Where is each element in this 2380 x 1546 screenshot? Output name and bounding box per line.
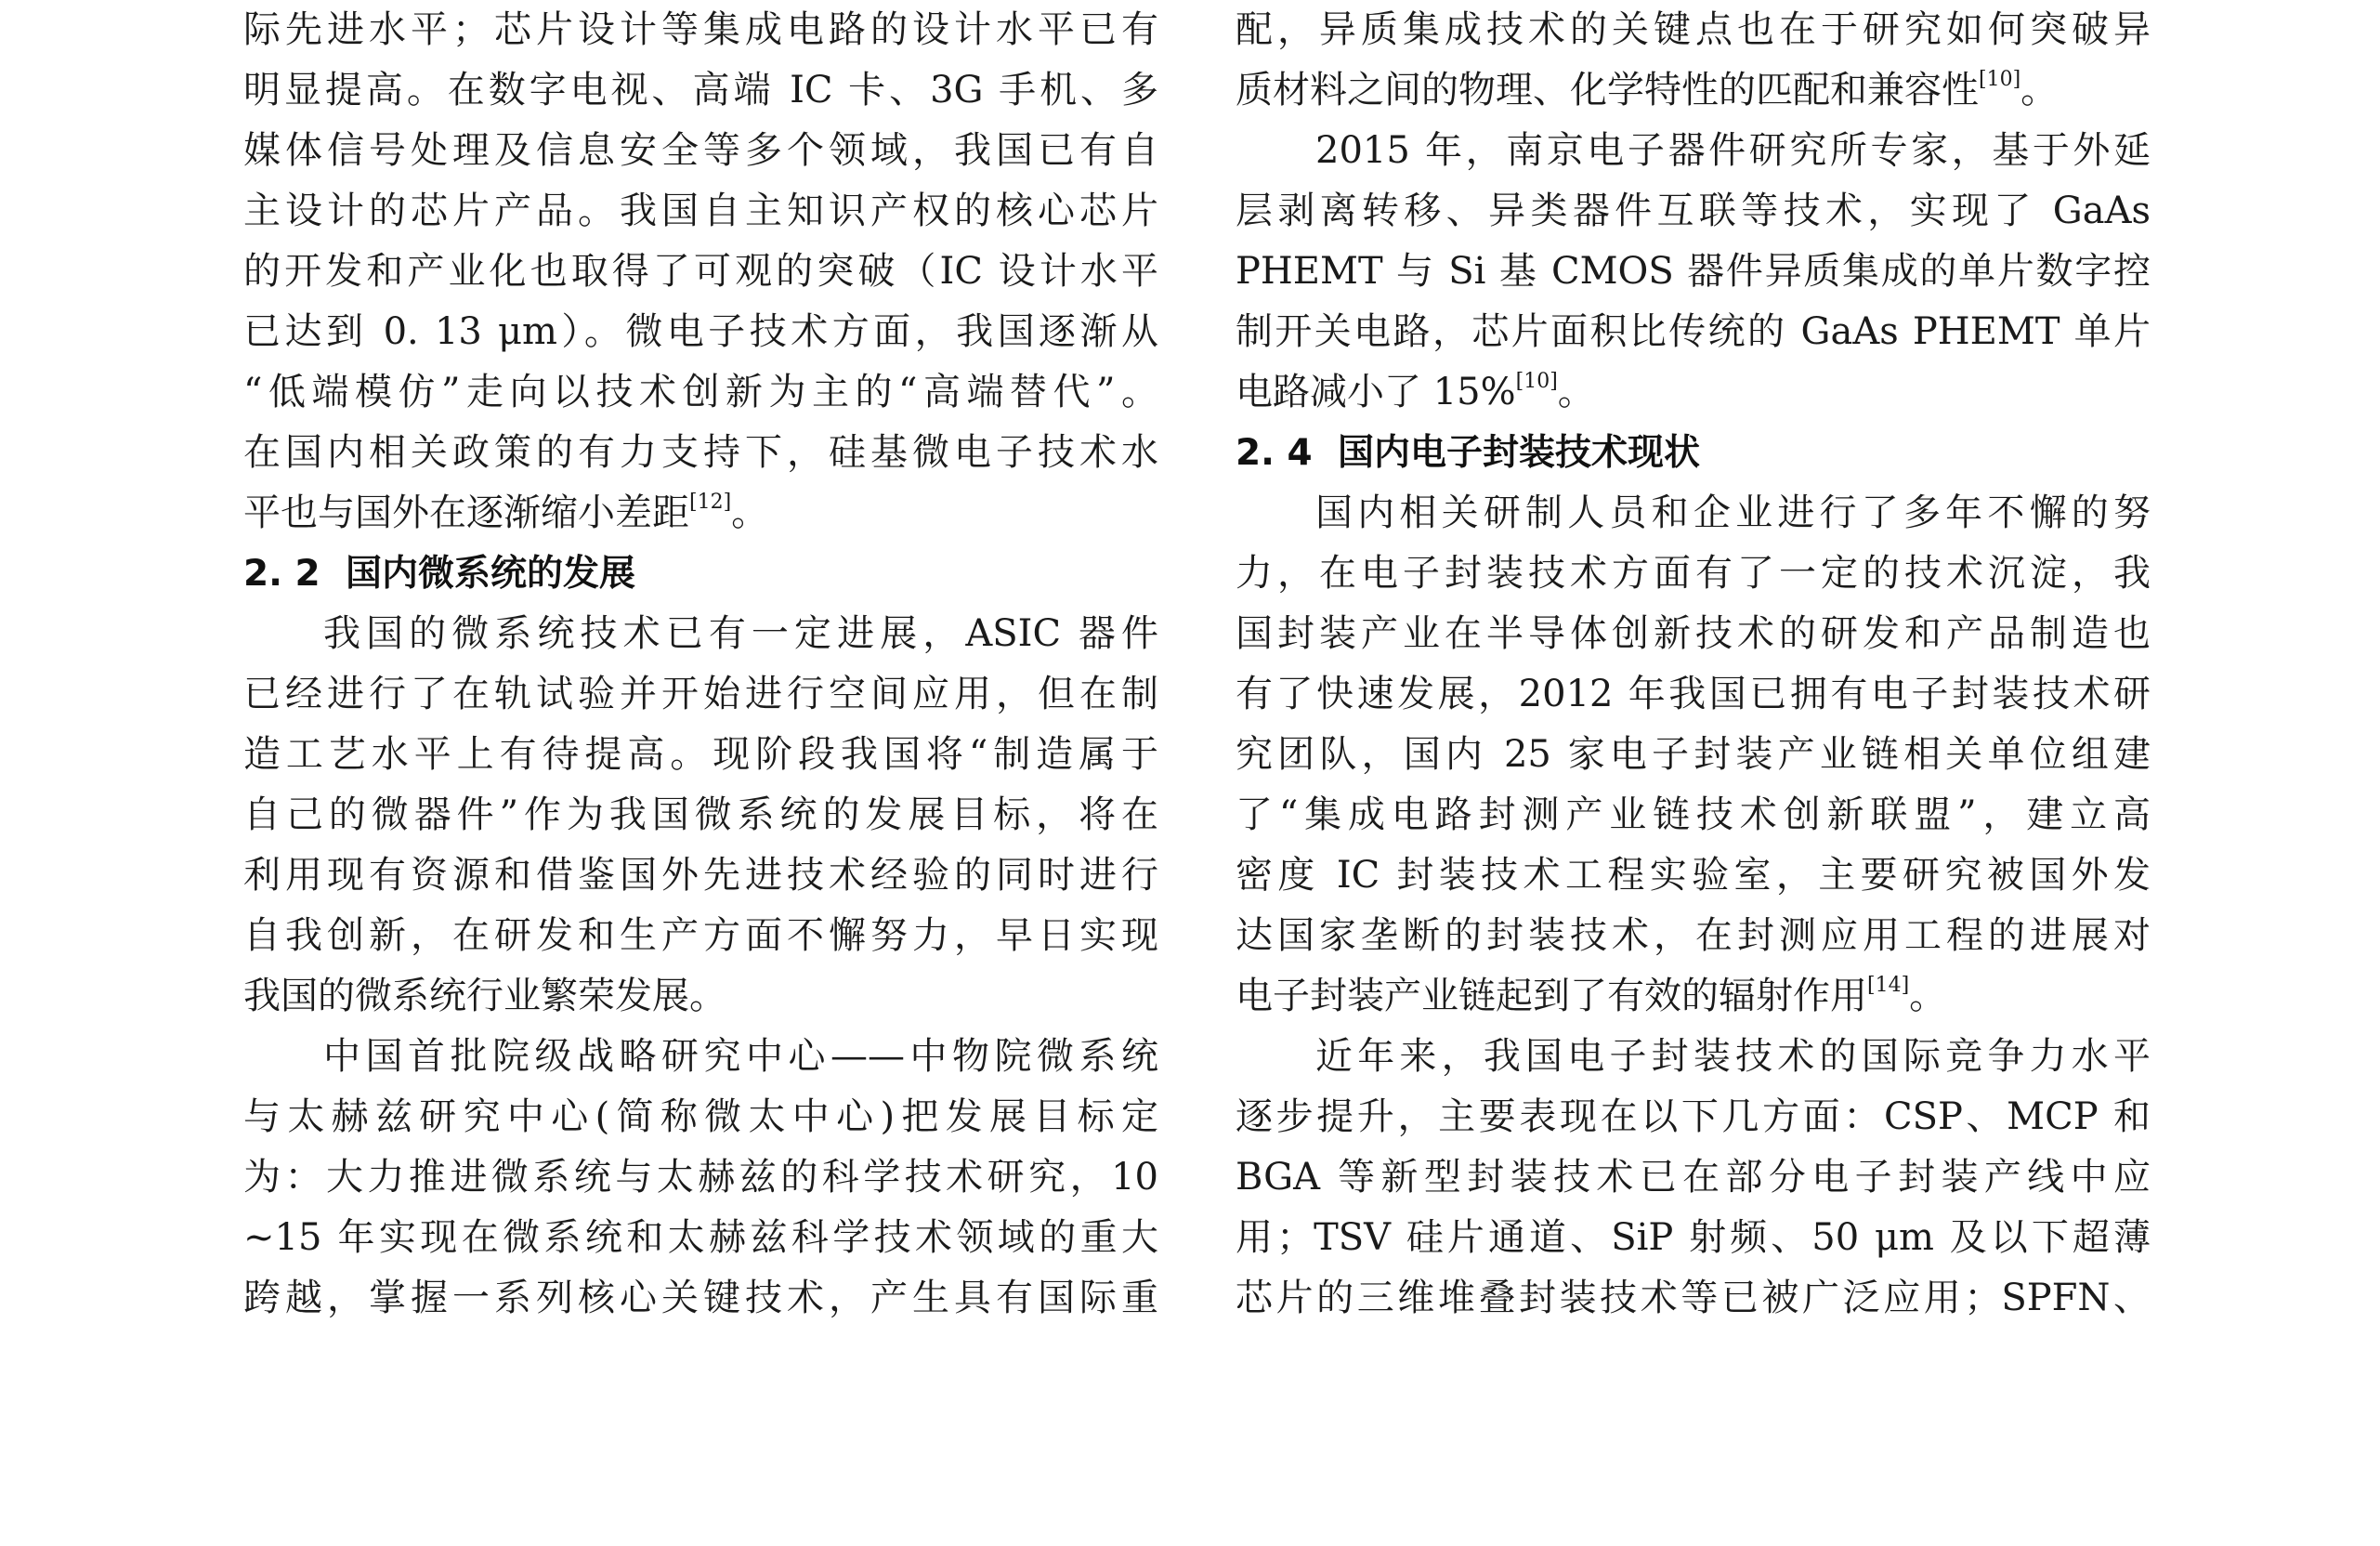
citation-ref: [12] xyxy=(689,491,732,514)
text-line: 有了快速发展，2012 年我国已拥有电子封装技术研 xyxy=(1236,673,2151,715)
text-line: BGA 等新型封装技术已在部分电子封装产线中应 xyxy=(1236,1156,2151,1199)
section-number: 2. 2 xyxy=(243,553,320,595)
text-line: 利用现有资源和借鉴国外先进技术经验的同时进行 xyxy=(243,854,1158,897)
text-line: PHEMT 与 Si 基 CMOS 器件异质集成的单片数字控 xyxy=(1236,250,2151,293)
text-line: 已经进行了在轨试验并开始进行空间应用，但在制 xyxy=(243,673,1158,715)
text-line: 2015 年，南京电子器件研究所专家，基于外延 xyxy=(1315,129,2151,172)
paragraph-text: 电子封装产业链起到了有效的辐射作用 xyxy=(1236,975,1867,1017)
section-number: 2. 4 xyxy=(1236,432,1313,474)
section-title: 国内电子封装技术现状 xyxy=(1338,432,1701,474)
text-line: 与太赫兹研究中心(简称微太中心)把发展目标定 xyxy=(243,1095,1158,1138)
section-title: 国内微系统的发展 xyxy=(346,553,636,595)
text-line: 配，异质集成技术的关键点也在于研究如何突破异 xyxy=(1236,8,2151,51)
text-line: 达国家垄断的封装技术，在封测应用工程的进展对 xyxy=(1236,914,2151,957)
text-line: 国内相关研制人员和企业进行了多年不懈的努 xyxy=(1315,491,2151,534)
text-line: 究团队，国内 25 家电子封装产业链相关单位组建 xyxy=(1236,733,2151,776)
text-line: “低端模仿”走向以技术创新为主的“高端替代”。 xyxy=(243,371,1158,413)
text-line: 用；TSV 硅片通道、SiP 射频、50 μm 及以下超薄 xyxy=(1236,1216,2151,1259)
text-line: 层剥离转移、异类器件互联等技术，实现了 GaAs xyxy=(1236,190,2151,232)
citation-ref: [10] xyxy=(1979,68,2021,91)
text-line: 中国首批院级战略研究中心——中物院微系统 xyxy=(323,1035,1158,1078)
section-heading xyxy=(1236,423,1700,483)
text-line xyxy=(243,483,1158,544)
text-line: 芯片的三维堆叠封装技术等已被广泛应用；SPFN、 xyxy=(1236,1277,2151,1319)
text-line: 在国内相关政策的有力支持下，硅基微电子技术水 xyxy=(243,431,1158,474)
text-line xyxy=(1236,60,2151,121)
text-line xyxy=(1236,362,2151,423)
paragraph-end: 。 xyxy=(2020,69,2059,111)
paragraph-end: 。 xyxy=(731,491,769,534)
citation-ref: [14] xyxy=(1867,974,1910,997)
paragraph-text: 质材料之间的物理、化学特性的匹配和兼容性 xyxy=(1236,69,1979,111)
text-line: 际先进水平；芯片设计等集成电路的设计水平已有 xyxy=(243,8,1158,51)
paragraph-end: 。 xyxy=(1557,371,1595,413)
text-line: 力，在电子封装技术方面有了一定的技术沉淀，我 xyxy=(1236,552,2151,595)
text-line: 近年来，我国电子封装技术的国际竞争力水平 xyxy=(1315,1035,2151,1078)
text-line: 我国的微系统技术已有一定进展，ASIC 器件 xyxy=(323,612,1158,655)
text-line: 已达到 0. 13 μm）。微电子技术方面，我国逐渐从 xyxy=(243,310,1158,353)
text-line: 主设计的芯片产品。我国自主知识产权的核心芯片 xyxy=(243,190,1158,232)
text-line: ~15 年实现在微系统和太赫兹科学技术领域的重大 xyxy=(243,1216,1158,1259)
text-line: 媒体信号处理及信息安全等多个领域，我国已有自 xyxy=(243,129,1158,172)
paragraph-end: 。 xyxy=(1909,975,1947,1017)
citation-ref: [10] xyxy=(1515,370,1558,393)
text-line: 我国的微系统行业繁荣发展。 xyxy=(243,975,726,1017)
paragraph-text: 电路减小了 15% xyxy=(1236,371,1516,413)
text-line: 的开发和产业化也取得了可观的突破（IC 设计水平 xyxy=(243,250,1158,293)
text-line: 为：大力推进微系统与太赫兹的科学技术研究，10 xyxy=(243,1156,1158,1199)
text-line: 自己的微器件”作为我国微系统的发展目标，将在 xyxy=(243,793,1158,836)
text-line: 逐步提升，主要表现在以下几方面：CSP、MCP 和 xyxy=(1236,1095,2151,1138)
section-heading xyxy=(243,544,635,604)
text-line: 密度 IC 封装技术工程实验室，主要研究被国外发 xyxy=(1236,854,2151,897)
paragraph-text: 平也与国外在逐渐缩小差距 xyxy=(243,491,689,534)
text-line: 自我创新，在研发和生产方面不懈努力，早日实现 xyxy=(243,914,1158,957)
text-line: 造工艺水平上有待提高。现阶段我国将“制造属于 xyxy=(243,733,1158,776)
text-line: 明显提高。在数字电视、高端 IC 卡、3G 手机、多 xyxy=(243,69,1158,111)
text-line: 跨越，掌握一系列核心关键技术，产生具有国际重 xyxy=(243,1277,1158,1319)
text-line xyxy=(1236,966,2151,1027)
text-line: 国封装产业在半导体创新技术的研发和产品制造也 xyxy=(1236,612,2151,655)
text-line: 了“集成电路封测产业链技术创新联盟”，建立高 xyxy=(1236,793,2151,836)
text-line: 制开关电路，芯片面积比传统的 GaAs PHEMT 单片 xyxy=(1236,310,2151,353)
